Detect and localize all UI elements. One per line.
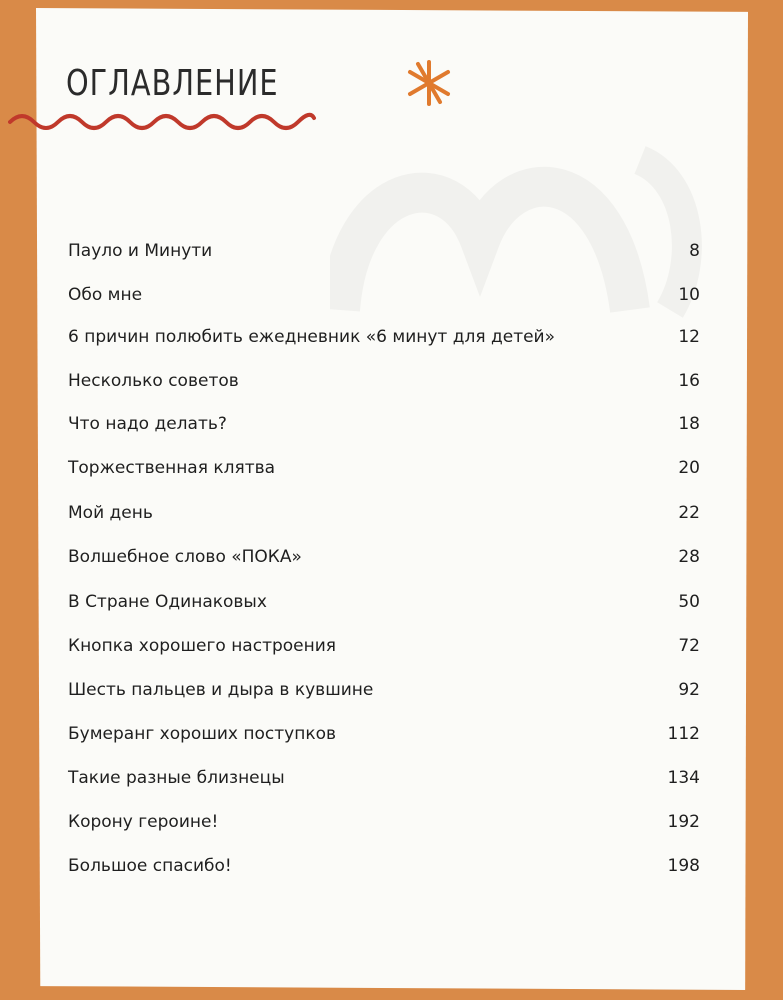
toc-entry-page: 10 bbox=[678, 285, 700, 305]
toc-entry-title: Кнопка хорошего настроения bbox=[68, 636, 337, 656]
toc-entry-page: 72 bbox=[678, 636, 700, 656]
toc-entry[interactable] bbox=[68, 371, 700, 399]
toc-entry[interactable] bbox=[68, 327, 700, 355]
toc-entry-page: 12 bbox=[678, 327, 700, 347]
toc-entry-title: Такие разные близнецы bbox=[68, 768, 285, 788]
toc-entry-title: Обо мне bbox=[68, 285, 143, 305]
toc-entry[interactable] bbox=[68, 680, 700, 708]
toc-entry-title: 6 причин полюбить ежедневник «6 минут для детей» bbox=[68, 327, 555, 347]
toc-entry-title: Корону героине! bbox=[68, 812, 219, 832]
toc-entry-page: 50 bbox=[678, 592, 700, 612]
toc-entry-page: 18 bbox=[678, 414, 700, 434]
toc-entry[interactable] bbox=[68, 241, 700, 269]
toc-entry-page: 134 bbox=[667, 768, 700, 788]
toc-entry-page: 20 bbox=[678, 458, 700, 478]
toc-entry[interactable] bbox=[68, 547, 700, 575]
toc-entry[interactable] bbox=[68, 724, 700, 752]
toc-entry[interactable] bbox=[68, 856, 700, 884]
toc-entry-page: 8 bbox=[689, 241, 700, 261]
toc-entry-page: 192 bbox=[667, 812, 700, 832]
toc-entry-title: Мой день bbox=[68, 503, 153, 523]
toc-entry-page: 112 bbox=[667, 724, 700, 744]
toc-entry-page: 28 bbox=[678, 547, 700, 567]
toc-entry-page: 198 bbox=[667, 856, 700, 876]
toc-entry-title: Что надо делать? bbox=[68, 414, 227, 434]
toc-entry-title: Пауло и Минути bbox=[68, 241, 213, 261]
toc-entry-title: Несколько советов bbox=[68, 371, 239, 391]
toc-entry-page: 92 bbox=[678, 680, 700, 700]
toc-entry[interactable] bbox=[68, 503, 700, 531]
toc-entry-title: Бумеранг хороших поступков bbox=[68, 724, 337, 744]
toc-entry[interactable] bbox=[68, 812, 700, 840]
toc-entry-title: Большое спасибо! bbox=[68, 856, 232, 876]
page-title: ОГЛАВЛЕНИЕ bbox=[66, 62, 279, 104]
toc-entry-page: 22 bbox=[678, 503, 700, 523]
toc-entry-page: 16 bbox=[678, 371, 700, 391]
toc-entry[interactable] bbox=[68, 768, 700, 796]
toc-entry[interactable] bbox=[68, 592, 700, 620]
toc-entry-title: В Стране Одинаковых bbox=[68, 592, 267, 612]
toc-entry[interactable] bbox=[68, 458, 700, 486]
toc-entry-title: Торжественная клятва bbox=[68, 458, 276, 478]
toc-entry[interactable] bbox=[68, 636, 700, 664]
toc-entry[interactable] bbox=[68, 414, 700, 442]
toc-entry-title: Шесть пальцев и дыра в кувшине bbox=[68, 680, 374, 700]
toc-entry[interactable] bbox=[68, 285, 700, 313]
toc-entry-title: Волшебное слово «ПОКА» bbox=[68, 547, 302, 567]
